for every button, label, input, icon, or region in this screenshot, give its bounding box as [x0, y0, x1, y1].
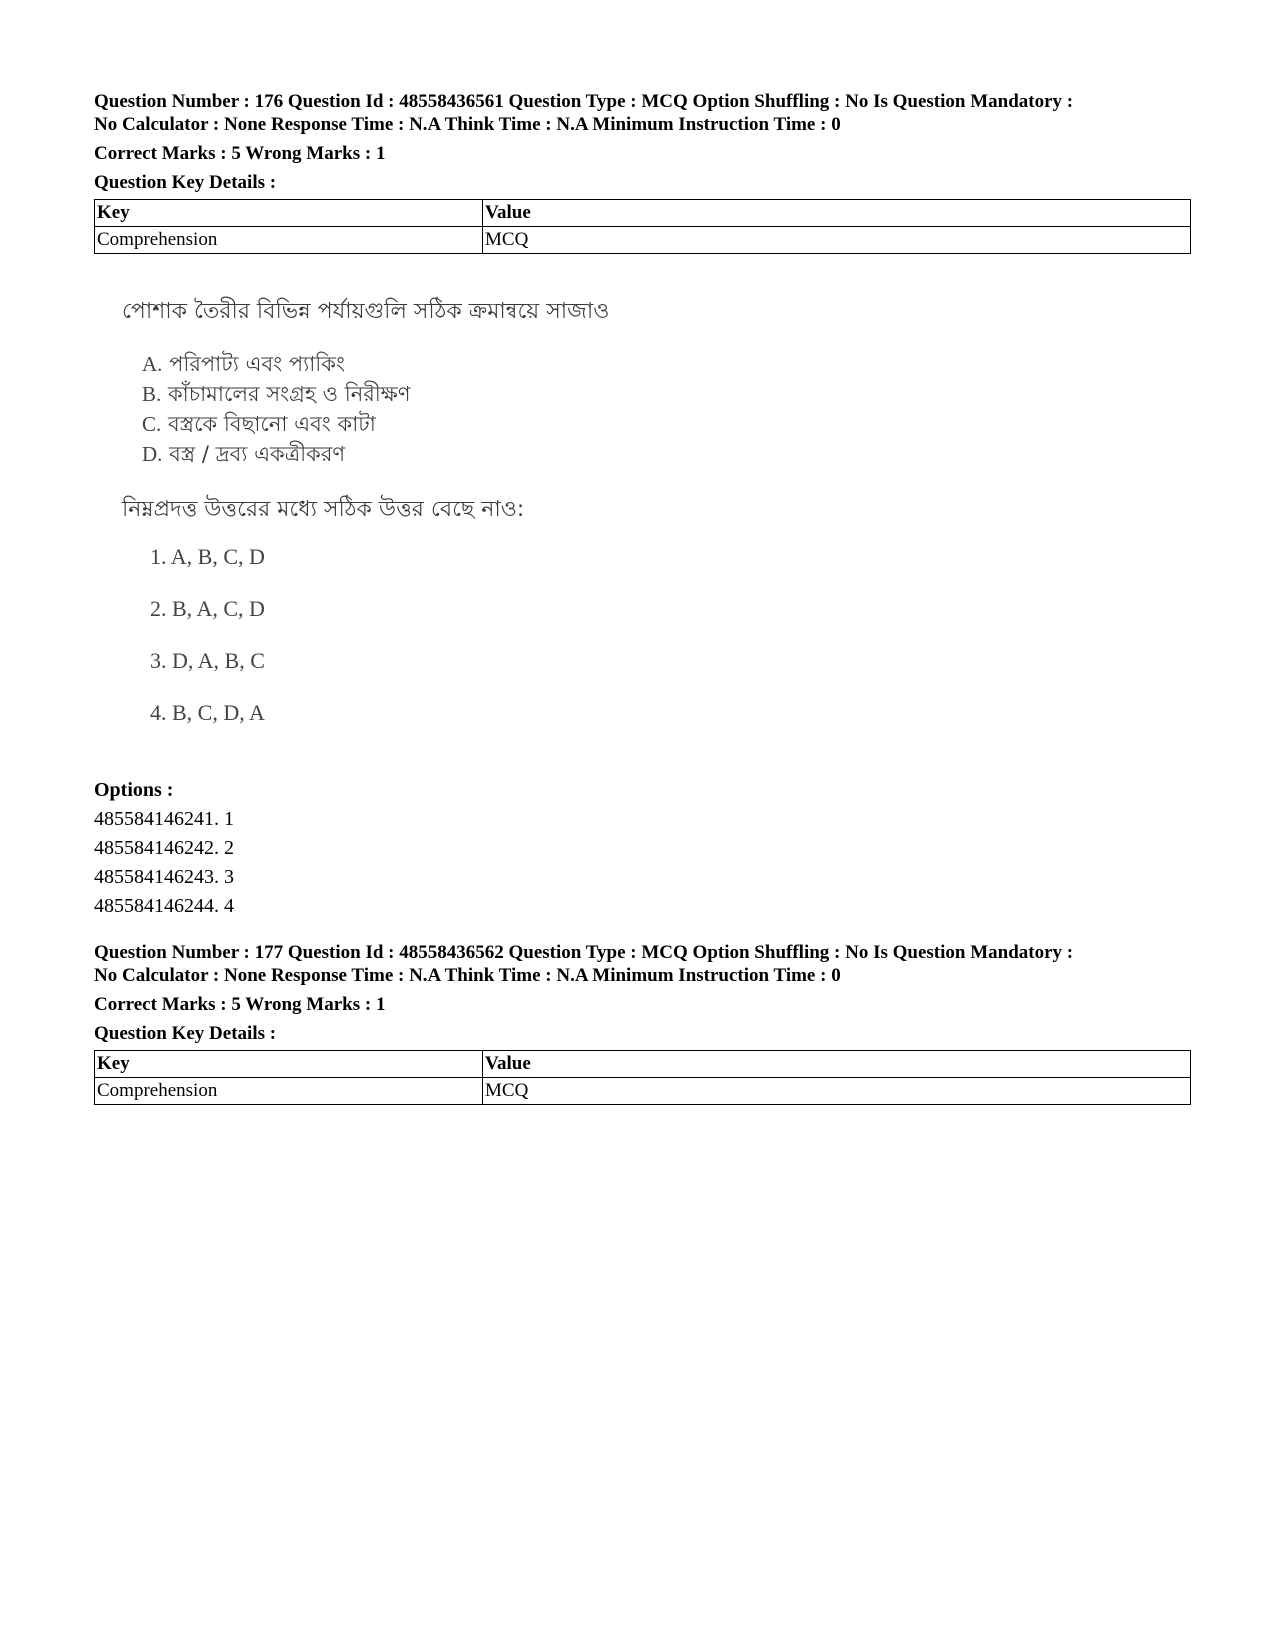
- question-header-line2: No Calculator : None Response Time : N.A Think Time : N.A Minimum Instruction Time : 0: [94, 965, 841, 986]
- option-item: 485584146241. 1: [94, 808, 234, 830]
- key-value-table: [94, 199, 1191, 254]
- table-cell-value: MCQ: [483, 1078, 1191, 1105]
- options-list: [94, 776, 234, 921]
- table-header-key: Key: [95, 200, 483, 227]
- option-item: 485584146243. 3: [94, 866, 234, 888]
- table-header-row: [95, 200, 1191, 227]
- options-label: Options :: [94, 779, 174, 801]
- table-cell-key: Comprehension: [95, 1078, 483, 1105]
- question-header-line1: Question Number : 177 Question Id : 48558436562 Question Type : MCQ Option Shuffling : No Is Question Mandatory :: [94, 942, 1074, 963]
- item-text: বস্ত্র / দ্রব্য একত্রীকরণ: [169, 442, 346, 466]
- item-text: কাঁচামালের সংগ্রহ ও নিরীক্ষণ: [167, 382, 411, 406]
- table-header-value: Value: [483, 1051, 1191, 1078]
- list-item: [142, 438, 345, 473]
- table-header-key: Key: [95, 1051, 483, 1078]
- question-header: [94, 941, 1194, 987]
- answer-choice: 2. B, A, C, D: [150, 596, 265, 621]
- answer-choice: 4. B, C, D, A: [150, 700, 265, 725]
- question-header-line1: Question Number : 176 Question Id : 48558436561 Question Type : MCQ Option Shuffling : No Is Question Mandatory :: [94, 91, 1074, 112]
- question-instruction: নিম্নপ্রদত্ত উত্তরের মধ্যে সঠিক উত্তর বেছে নাও:: [122, 497, 525, 522]
- question-header: [94, 90, 1194, 136]
- question-177-block: [94, 941, 1194, 1105]
- question-image: [114, 288, 694, 758]
- answer-choice: 1. A, B, C, D: [150, 544, 265, 569]
- key-value-table: [94, 1050, 1191, 1105]
- question-header-line2: No Calculator : None Response Time : N.A Think Time : N.A Minimum Instruction Time : 0: [94, 114, 841, 135]
- item-text: পরিপাট্য এবং প্যাকিং: [169, 352, 346, 376]
- item-label: C.: [142, 412, 162, 436]
- question-176-block: [94, 90, 1194, 254]
- item-text: বস্ত্রকে বিছানো এবং কাটা: [167, 412, 376, 436]
- item-label: A.: [142, 352, 163, 376]
- table-cell-value: MCQ: [483, 227, 1191, 254]
- item-label: B.: [142, 382, 162, 406]
- table-row: [95, 227, 1191, 254]
- item-label: D.: [142, 442, 163, 466]
- option-item: 485584146242. 2: [94, 837, 234, 859]
- table-row: [95, 1078, 1191, 1105]
- table-header-row: [95, 1051, 1191, 1078]
- key-details-label: Question Key Details :: [94, 1023, 277, 1044]
- key-details-label: Question Key Details :: [94, 172, 277, 193]
- table-cell-key: Comprehension: [95, 227, 483, 254]
- table-header-value: Value: [483, 200, 1191, 227]
- marks-line: Correct Marks : 5 Wrong Marks : 1: [94, 143, 386, 164]
- question-stem: পোশাক তৈরীর বিভিন্ন পর্যায়গুলি সঠিক ক্রমান্বয়ে সাজাও: [122, 299, 610, 324]
- option-item: 485584146244. 4: [94, 895, 234, 917]
- marks-line: Correct Marks : 5 Wrong Marks : 1: [94, 994, 386, 1015]
- answer-choice: 3. D, A, B, C: [150, 648, 265, 673]
